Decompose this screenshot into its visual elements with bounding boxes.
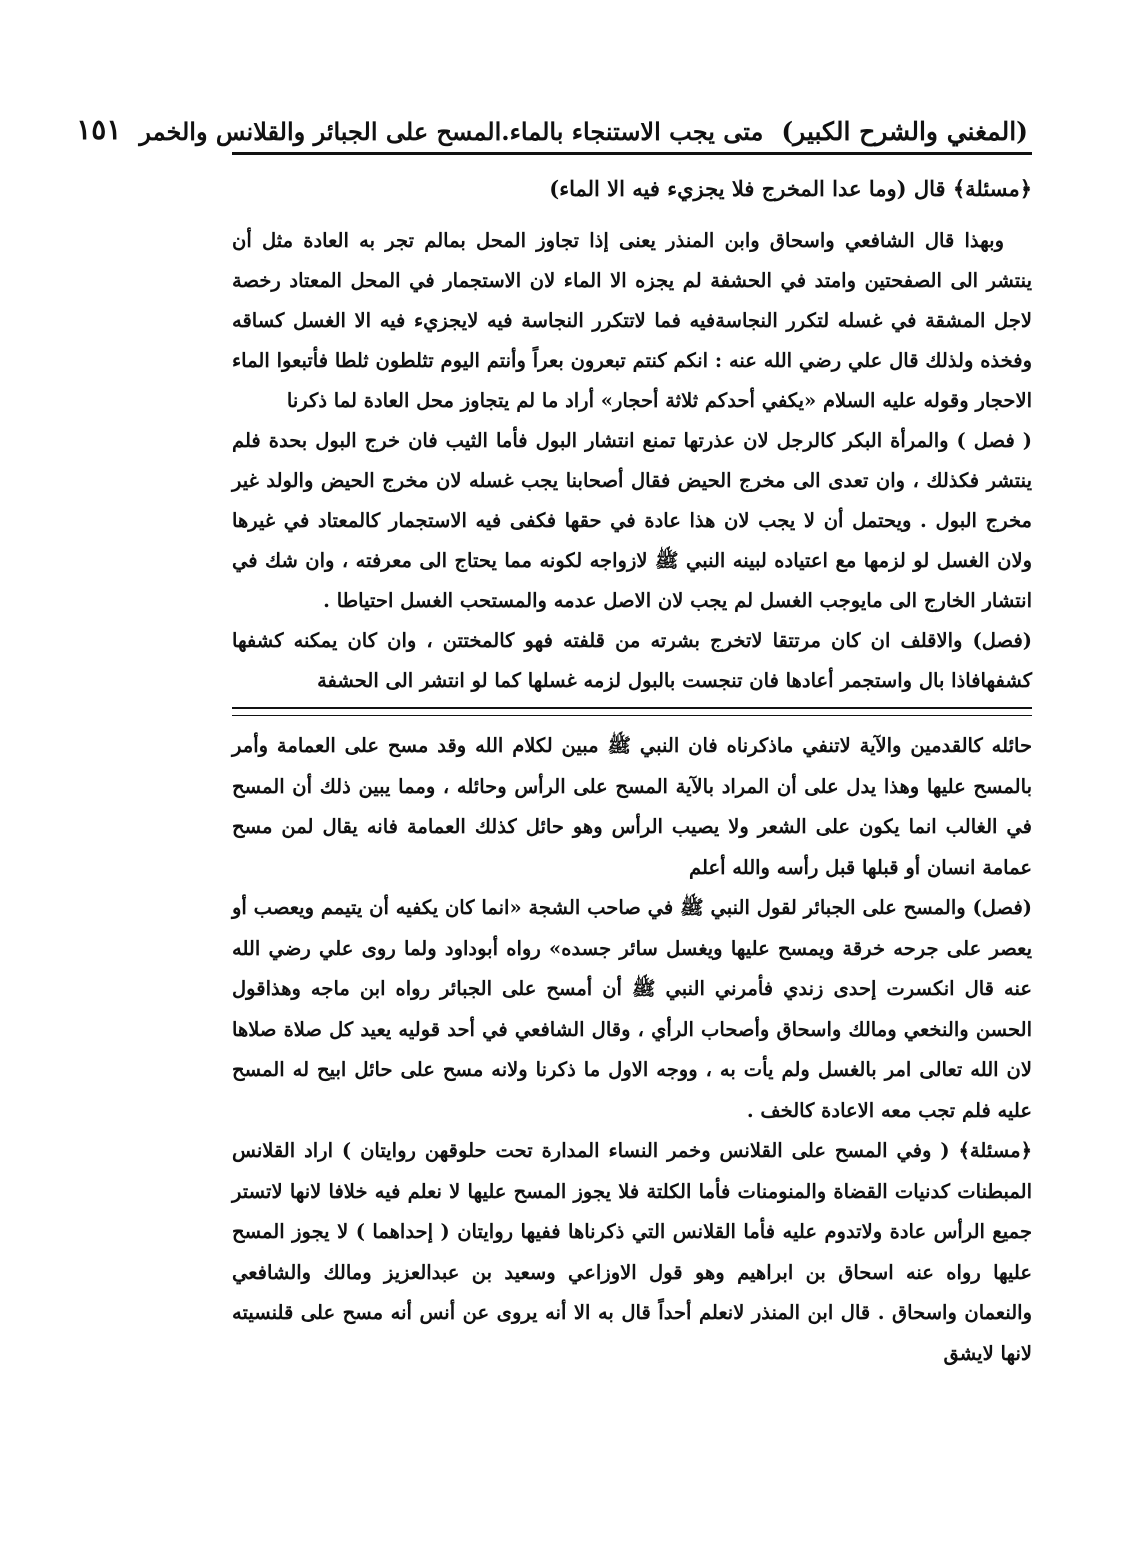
masala-heading: ﴿مسئلة﴾ قال (وما عدا المخرج فلا يجزيء فيه الا الماء): [549, 176, 1032, 201]
page-header: [76, 100, 1032, 150]
matn-paragraph: وبهذا قال الشافعي واسحاق وابن المنذر يعنى إذا تجاوز المحل بمالم تجر به العادة مثل أن ينتشر الى الصفحتين وامتد في الحشفة لم يجزه الا الماء لان الاستجمار في المحل المعتاد رخصة لاجل المشقة في غسله لتكرر النجاسةفيه فما لاتتكرر النجاسة فيه لايجزيء فيه الا الغسل كساقه وفخذه ولذلك قال علي رضي الله عنه : انكم كنتم تبعرون بعراً وأنتم اليوم تثلطون ثلطا فأتبعوا الماء الاحجار وقوله عليه السلام «يكفي أحدكم ثلاثة أحجار» أراد ما لم يتجاوز محل العادة لما ذكرنا: [232, 229, 1032, 412]
running-topic: متى يجب الاستنجاء بالماء.المسح على الجبائر والقلانس والخمر: [139, 117, 764, 146]
sharh-paragraph: ﴿مسئلة﴾ ( وفي المسح على القلانس وخمر النساء المدارة تحت حلوقهن روايتان ) اراد القلانس المبطنات كدنيات القضاة والمنومنات فأما الكلتة فلا يجوز المسح عليها لا نعلم فيه خلافا لانها لاتستر جميع الرأس عادة ولاتدوم عليه فأما القلانس التي ذكرناها ففيها روايتان ( إحداهما ) لا يجوز المسح عليها رواه عنه اسحاق بن ابراهيم وهو قول الاوزاعي وسعيد بن عبدالعزيز ومالك والشافعي والنعمان واسحاق . قال ابن المنذر لانعلم أحداً قال به الا أنه يروى عن أنس أنه مسح على قلنسيته لانها لايشق: [232, 1139, 1032, 1365]
book-title: (المغني والشرح الكبير): [781, 117, 1028, 146]
sharh-paragraph: (فصل) والمسح على الجبائر لقول النبي ﷺ في صاحب الشجة «انما كان يكفيه أن يتيمم ويعصب أو يعصر على جرحه خرقة ويمسح عليها ويغسل سائر جسده» رواه أبوداود ولما روى علي رضي الله عنه قال انكسرت إحدى زندي فأمرني النبي ﷺ أن أمسح على الجبائر رواه ابن ماجه وهذاقول الحسن والنخعي ومالك واسحاق وأصحاب الرأي ، وقال الشافعي في أحد قوليه يعيد كل صلاة صلاها لان الله تعالى امر بالغسل ولم يأت به ، ووجه الاول ما ذكرنا ولانه مسح على حائل ابيح له المسح عليه فلم تجب معه الاعادة كالخف .: [232, 896, 1033, 1122]
section-divider: [232, 707, 1032, 716]
matn-paragraph: ( فصل ) والمرأة البكر كالرجل لان عذرتها تمنع انتشار البول فأما الثيب فان خرج البول بحدة فلم ينتشر فكذلك ، وان تعدى الى مخرج الحيض فقال أصحابنا يجب غسله لان مخرج الحيض والولد غير مخرج البول . ويحتمل أن لا يجب لان هذا عادة في حقها فكفى فيه الاستجمار كالمعتاد في غيرها ولان الغسل لو لزمها مع اعتياده لبينه النبي ﷺ لازواجه لكونه مما يحتاج الى معرفته ، وان شك في انتشار الخارج الى مايوجب الغسل لم يجب لان الاصل عدمه والمستحب الغسل احتياطا .: [232, 429, 1032, 612]
sharh-section: [232, 726, 1032, 1374]
matn-section: [232, 167, 1032, 701]
matn-paragraph: (فصل) والاقلف ان كان مرتتقا لاتخرج بشرته من قلفته فهو كالمختتن ، وان كان يمكنه كشفها كشفهافاذا بال واستجمر أعادها فان تنجست بالبول لزمه غسلها كما لو انتشر الى الحشفة: [232, 629, 1032, 692]
book-page: [76, 100, 1033, 1490]
sharh-paragraph: حائله كالقدمين والآية لاتنفي ماذكرناه فان النبي ﷺ مبين لكلام الله وقد مسح على العمامة وأمر بالمسح عليها وهذا يدل على أن المراد بالآية المسح على الرأس وحائله ، ومما يبين ذلك أن المسح في الغالب انما يكون على الشعر ولا يصيب الرأس وهو حائل كذلك العمامة فانه يقال لمن مسح عمامة انسان أو قبلها قبل رأسه والله أعلم: [232, 734, 1032, 879]
header-rule: [232, 152, 1032, 155]
page-number: ١٥١: [76, 113, 122, 146]
